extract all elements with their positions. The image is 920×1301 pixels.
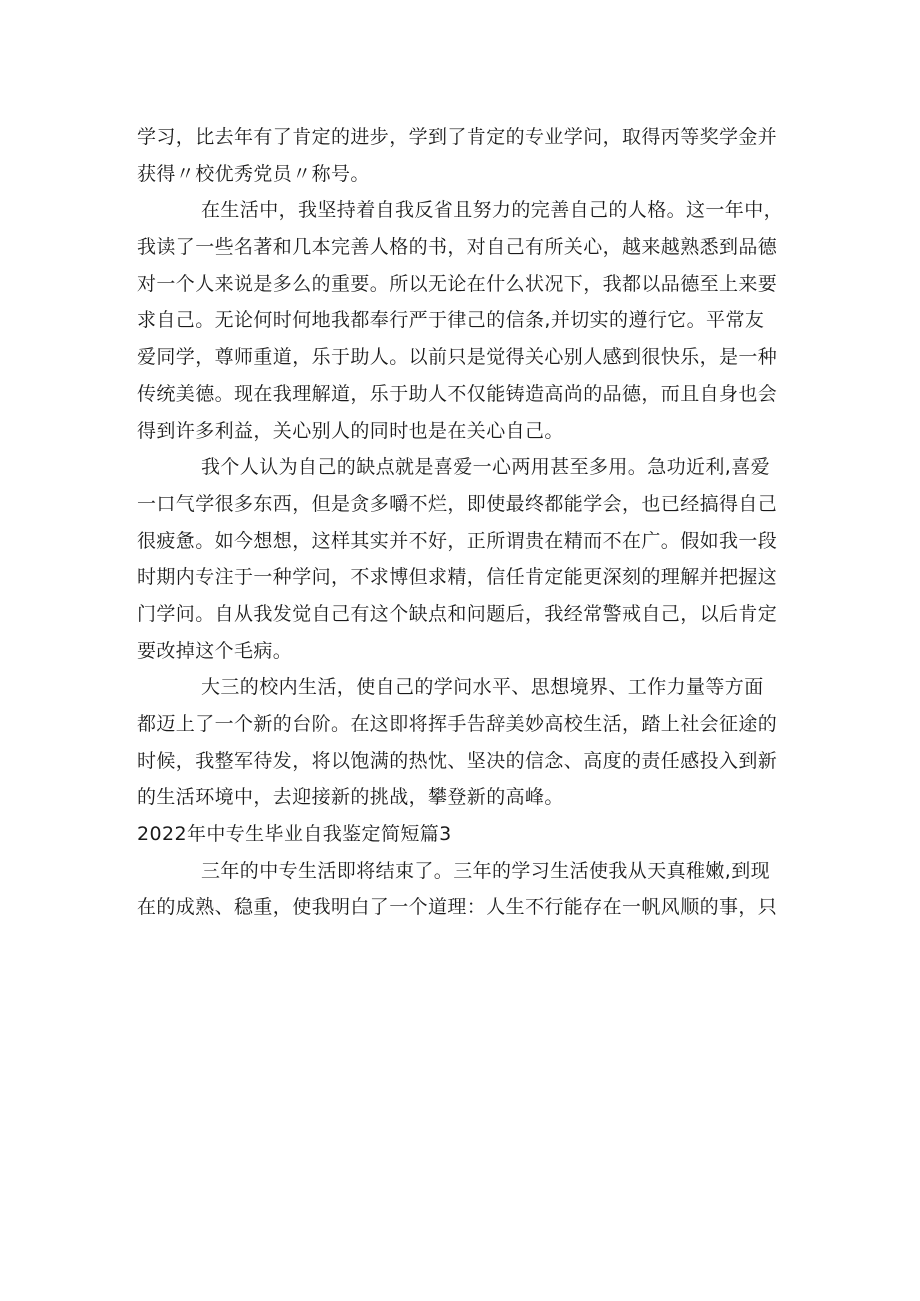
text-line: 三年的中专生活即将结束了。三年的学习生活使我从天真稚嫩,到现 bbox=[201, 859, 771, 882]
text-line: 我读了一些名著和几本完善人格的书，对自己有所关心，越来越熟悉到品德 bbox=[137, 236, 778, 259]
text-line: 大三的校内生活，使自己的学问水平、思想境界、工作力量等方面 bbox=[201, 676, 764, 699]
text-line: 传统美德。现在我理解道，乐于助人不仅能铸造高尚的品德，而且自身也会 bbox=[137, 382, 778, 405]
text-line: 求自己。无论何时何地我都奉行严于律己的信条,并切实的遵行它。平常友 bbox=[137, 309, 765, 332]
text-line: 在生活中，我坚持着自我反省且努力的完善自己的人格。这一年中， bbox=[201, 199, 784, 222]
paragraph bbox=[137, 119, 793, 192]
text-line: 一口气学很多东西，但是贪多嚼不烂，即使最终都能学会，也已经搞得自己 bbox=[137, 492, 778, 515]
text-line: 的生活环境中，去迎接新的挑战，攀登新的高峰。 bbox=[137, 786, 564, 809]
text-line: 要改掉这个毛病。 bbox=[137, 639, 293, 662]
text-line: 对一个人来说是多么的重要。所以无论在什么状况下，我都以品德至上来要 bbox=[137, 272, 778, 295]
paragraph bbox=[137, 192, 793, 449]
document-body bbox=[137, 119, 793, 926]
paragraph bbox=[137, 669, 793, 816]
text-line: 门学问。自从我发觉自己有这个缺点和问题后，我经常警戒自己，以后肯定 bbox=[137, 602, 778, 625]
paragraph bbox=[137, 853, 793, 926]
text-line: 获得〃校优秀党员〃称号。 bbox=[137, 162, 370, 185]
text-line: 时候，我整军待发，将以饱满的热忱、坚决的信念、高度的责任感投入到新 bbox=[137, 749, 778, 772]
text-line: 爱同学，尊师重道，乐于助人。以前只是觉得关心别人感到很快乐，是一种 bbox=[137, 346, 778, 369]
text-line: 很疲惫。如今想想，这样其实并不好，正所谓贵在精而不在广。假如我一段 bbox=[137, 529, 778, 552]
text-line: 都迈上了一个新的台阶。在这即将挥手告辞美妙高校生活，踏上社会征途的 bbox=[137, 713, 778, 735]
text-line: 得到许多利益，关心别人的同时也是在关心自己。 bbox=[137, 419, 564, 442]
text-line: 在的成熟、稳重，使我明白了一个道理：人生不行能存在一帆风顺的事，只 bbox=[137, 896, 778, 919]
text-line: 学习，比去年有了肯定的进步，学到了肯定的专业学问，取得丙等奖学金并 bbox=[137, 126, 778, 148]
section-heading: 2022年中专生毕业自我鉴定简短篇3 bbox=[137, 823, 452, 846]
text-line: 我个人认为自己的缺点就是喜爱一心两用甚至多用。急功近利,喜爱 bbox=[201, 456, 771, 479]
text-line: 时期内专注于一种学问，不求博但求精，信任肯定能更深刻的理解并把握这 bbox=[137, 566, 778, 589]
paragraph bbox=[137, 449, 793, 669]
